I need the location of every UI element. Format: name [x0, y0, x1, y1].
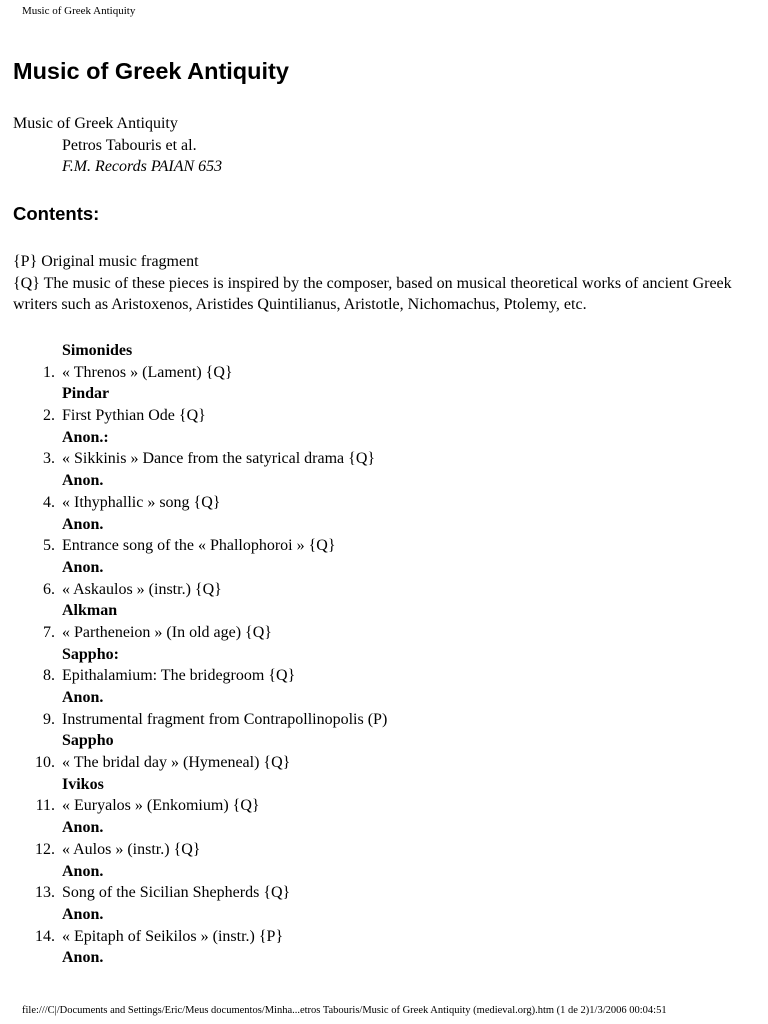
composer-name: Anon.	[62, 689, 104, 706]
track-item	[0, 535, 768, 557]
track-number: 9.	[43, 710, 55, 728]
track-list	[0, 340, 768, 969]
track-number: 1.	[43, 363, 55, 381]
composer-name: Alkman	[62, 602, 118, 620]
composer-name: Anon.	[62, 515, 104, 533]
track-item	[0, 492, 768, 514]
track-number: 4.	[43, 493, 55, 511]
album-info	[13, 113, 222, 178]
album-name: Music of Greek Antiquity	[13, 115, 178, 132]
track-item	[0, 622, 768, 644]
track-item	[0, 795, 768, 817]
track-item	[0, 405, 768, 427]
track-item	[0, 709, 768, 731]
composer-name: Anon.	[62, 905, 104, 923]
track-title: Song of the Sicilian Shepherds {Q}	[62, 884, 291, 902]
track-title: « Epitaph of Seikilos » (instr.) {P}	[62, 927, 284, 945]
composer-name: Anon.	[62, 819, 104, 837]
composer-name: Anon.	[62, 862, 104, 880]
page-title: Music of Greek Antiquity	[13, 58, 289, 84]
track-title: Epithalamium: The bridegroom {Q}	[62, 667, 296, 685]
track-title: Instrumental fragment from Contrapollinopolis (P)	[62, 710, 388, 728]
track-item	[0, 839, 768, 861]
track-number: 3.	[43, 450, 55, 468]
track-title: Entrance song of the « Phallophoroi » {Q}	[62, 537, 336, 555]
print-footer: file:///C|/Documents and Settings/Eric/Meus documentos/Minha...etros Tabouris/Music of Greek Antiquity (medieval.org).htm (1 de 2)1/3/2006 00:04:51	[22, 1005, 667, 1016]
track-item	[0, 448, 768, 470]
track-item	[0, 665, 768, 687]
track-item	[0, 882, 768, 904]
legend-inspired-composition: {Q} The music of these pieces is inspired by the composer, based on musical theoretical works of ancient Greek writers such as Aristoxenos, Aristides Quintilianus, Aristotle, Nichomachus, Ptolemy, etc.	[13, 274, 732, 314]
album-performers: Petros Tabouris et al.	[62, 136, 197, 154]
composer-name: Anon.	[62, 558, 104, 576]
track-item	[0, 926, 768, 948]
track-number: 7.	[43, 623, 55, 641]
track-item	[0, 752, 768, 774]
composer-name: Pindar	[62, 385, 110, 403]
track-title: First Pythian Ode {Q}	[62, 407, 206, 425]
print-header: Music of Greek Antiquity	[22, 5, 136, 17]
track-number: 12.	[35, 840, 55, 858]
track-item	[0, 579, 768, 601]
legend	[13, 251, 758, 316]
track-title: « The bridal day » (Hymeneal) {Q}	[62, 754, 291, 772]
composer-name: Sappho:	[62, 645, 119, 663]
track-number: 13.	[35, 884, 55, 902]
track-title: « Ithyphallic » song {Q}	[62, 493, 221, 511]
album-label: F.M. Records PAIAN 653	[62, 158, 223, 176]
track-number: 5.	[43, 537, 55, 555]
composer-name: Simonides	[62, 342, 133, 359]
track-item	[0, 362, 768, 384]
track-number: 6.	[43, 580, 55, 598]
composer-name: Anon.:	[62, 428, 109, 446]
composer-name: Ivikos	[62, 775, 104, 793]
track-title: « Aulos » (instr.) {Q}	[62, 840, 201, 858]
track-number: 14.	[35, 927, 55, 945]
legend-original-fragment: {P} Original music fragment	[13, 253, 199, 270]
track-number: 10.	[35, 754, 55, 772]
composer-name: Anon.	[62, 472, 104, 490]
track-title: « Euryalos » (Enkomium) {Q}	[62, 797, 260, 815]
track-title: « Threnos » (Lament) {Q}	[62, 363, 233, 381]
track-title: « Sikkinis » Dance from the satyrical drama {Q}	[62, 450, 376, 468]
track-number: 11.	[35, 797, 55, 815]
track-number: 8.	[43, 667, 55, 685]
contents-heading: Contents:	[13, 203, 100, 224]
composer-name: Sappho	[62, 732, 114, 750]
track-title: « Partheneion » (In old age) {Q}	[62, 623, 272, 641]
track-number: 2.	[43, 407, 55, 425]
track-title: « Askaulos » (instr.) {Q}	[62, 580, 222, 598]
composer-name: Anon.	[62, 949, 104, 967]
